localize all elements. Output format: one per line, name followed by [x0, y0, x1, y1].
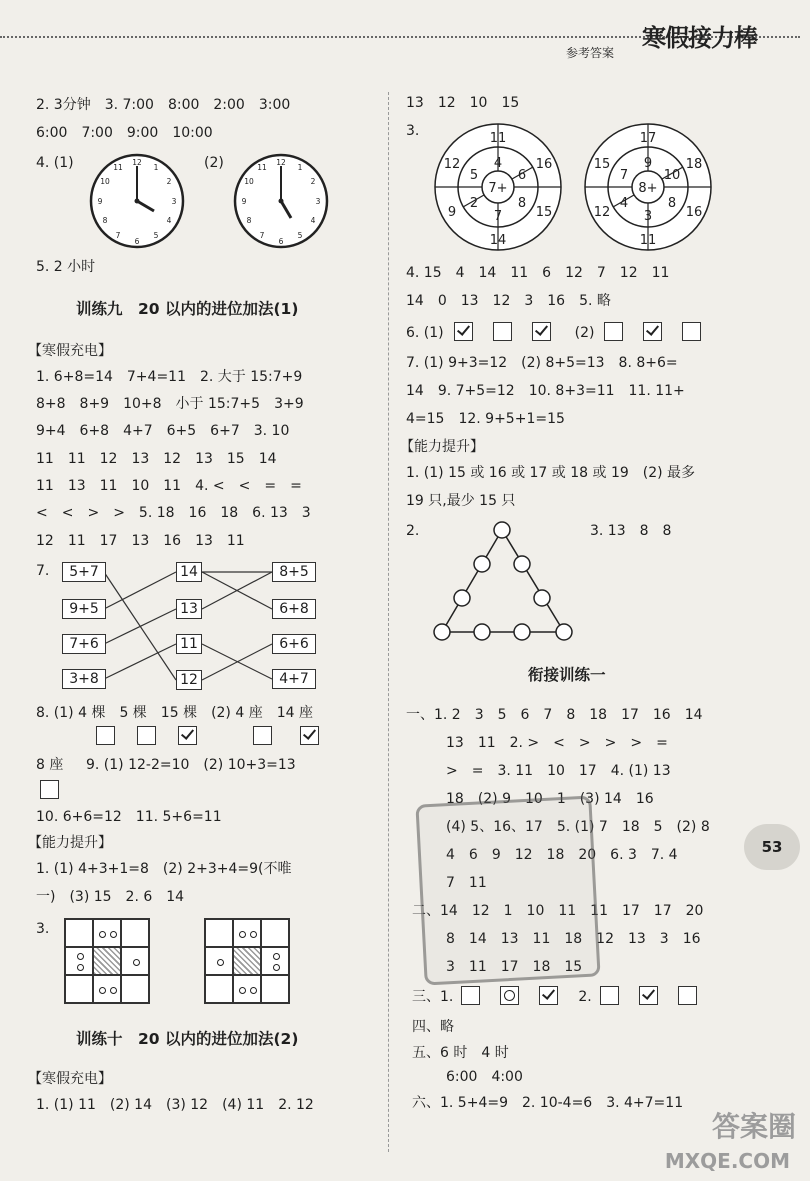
wheel-outer: 12	[593, 205, 611, 220]
wheel-inner: 6	[517, 168, 527, 183]
svg-text:7: 7	[115, 231, 121, 240]
wheel-outer: 15	[593, 157, 611, 172]
svg-text:4: 4	[166, 216, 172, 225]
ink-stamp-mark	[415, 796, 600, 986]
bridge-section-4: 四、略	[412, 1019, 454, 1035]
match-right-2: 6+8	[272, 599, 316, 619]
ability-question-3-label: 3.	[36, 921, 50, 937]
answer-box	[40, 780, 59, 799]
section-tag-ability: 【能力提升】	[28, 835, 112, 851]
wheel-inner: 10	[663, 168, 681, 183]
match-mid-4: 12	[176, 670, 202, 690]
question-10-line: 10. 6+6=12 11. 5+6=11	[36, 809, 222, 825]
checked-answer-box	[300, 726, 319, 745]
brand-logo: 寒假接力棒	[642, 24, 757, 52]
clock-label-2: (2)	[204, 155, 224, 171]
bridge-line-8: 二、14 12 1 10 11 11 17 17 20	[412, 903, 704, 919]
answer-box	[96, 726, 115, 745]
answer-line-6: < < > > 5. 18 16 18 6. 13 3	[36, 505, 311, 521]
question-8-extra-box	[40, 780, 59, 799]
right-ability-q3-line: 3. 13 8 8	[590, 523, 672, 539]
wheel-inner: 3	[643, 209, 653, 224]
bridge-line-6: 4 6 9 12 18 20 6. 3 7. 4	[446, 847, 678, 863]
training-10-line-1: 1. (1) 11 (2) 14 (3) 12 (4) 11 2. 12	[36, 1097, 314, 1113]
svg-text:7: 7	[259, 231, 265, 240]
question-8-line: 8. (1) 4 棵 5 棵 15 棵 (2) 4 座 14 座	[36, 705, 313, 721]
bridge-section-5-times: 6:00 4:00	[446, 1069, 523, 1085]
svg-text:5: 5	[153, 231, 159, 240]
answer-box	[493, 322, 512, 341]
q6-part1-label: 6. (1)	[406, 325, 444, 341]
right-line-8: 14 9. 7+5=12 10. 8+3=11 11. 11+	[406, 383, 685, 399]
wheel-outer: 16	[685, 205, 703, 220]
section-title-training-10: 训练十 20 以内的进位加法(2)	[76, 1030, 299, 1048]
triangle-circle-figure	[428, 516, 578, 646]
section-tag-charge-2: 【寒假充电】	[28, 1071, 112, 1087]
checked-answer-box	[643, 322, 662, 341]
left-line-5: 5. 2 小时	[36, 259, 96, 275]
wheel-outer: 14	[489, 233, 507, 248]
bridge-3-part2-label: 2.	[578, 989, 592, 1005]
svg-text:1: 1	[153, 163, 159, 172]
svg-text:9: 9	[97, 197, 103, 206]
svg-text:3: 3	[315, 197, 321, 206]
wheel-outer: 11	[639, 233, 657, 248]
clock-label-1: 4. (1)	[36, 155, 74, 171]
bridge-line-7: 7 11	[446, 875, 487, 891]
wheel-inner: 8	[667, 196, 677, 211]
svg-text:10: 10	[244, 177, 254, 186]
answer-box	[604, 322, 623, 341]
svg-text:5: 5	[297, 231, 303, 240]
checked-answer-box	[532, 322, 551, 341]
match-left-2: 9+5	[62, 599, 106, 619]
wheel-inner: 5	[469, 168, 479, 183]
wheel-center: 7+	[488, 181, 508, 196]
question-8-end: 8 座	[36, 757, 64, 773]
bridge-line-10: 3 11 17 18 15	[446, 959, 583, 975]
wheel-inner: 7	[619, 168, 629, 183]
question-8-boxes	[96, 726, 325, 745]
checked-answer-box	[639, 986, 658, 1005]
answer-box	[137, 726, 156, 745]
svg-text:2: 2	[166, 177, 172, 186]
clock-5-oclock	[232, 152, 330, 250]
svg-text:9: 9	[241, 197, 247, 206]
checked-answer-box	[178, 726, 197, 745]
header-label: 参考答案	[566, 46, 615, 60]
bridge-section-5: 五、6 时 4 时	[412, 1045, 509, 1061]
question-7-label: 7.	[36, 563, 50, 579]
svg-text:12: 12	[276, 158, 286, 167]
wheel-outer: 15	[535, 205, 553, 220]
wheel-inner: 4	[619, 196, 629, 211]
circled-answer-box	[500, 986, 519, 1005]
match-mid-3: 11	[176, 634, 202, 654]
right-ability-line-1: 1. (1) 15 或 16 或 17 或 18 或 19 (2) 最多	[406, 465, 696, 481]
answer-box	[600, 986, 619, 1005]
svg-text:6: 6	[134, 237, 140, 246]
match-right-4: 4+7	[272, 669, 316, 689]
wheel-inner: 9	[643, 156, 653, 171]
wheel-inner: 4	[493, 156, 503, 171]
match-left-4: 3+8	[62, 669, 106, 689]
left-line-1: 2. 3分钟 3. 7:00 8:00 2:00 3:00	[36, 97, 291, 113]
left-line-2: 6:00 7:00 9:00 10:00	[36, 125, 213, 141]
wheel-outer: 18	[685, 157, 703, 172]
question-9-line: 9. (1) 12-2=10 (2) 10+3=13	[86, 757, 296, 773]
answer-box	[253, 726, 272, 745]
svg-text:4: 4	[310, 216, 316, 225]
right-ability-q2-label: 2.	[406, 523, 420, 539]
wheel-outer: 11	[489, 131, 507, 146]
bridge-line-2: 13 11 2. > < > > > =	[446, 735, 668, 751]
grid-figure-2	[204, 918, 290, 1004]
answer-box	[682, 322, 701, 341]
watermark-url: MXQE.COM	[664, 1149, 790, 1173]
bridge-3-part1-label: 三、1.	[412, 989, 454, 1005]
right-ability-line-2: 19 只,最少 15 只	[406, 493, 516, 509]
q6-part2-label: (2)	[574, 325, 595, 341]
right-question-3-label: 3.	[406, 123, 420, 139]
page-number: 53	[744, 824, 800, 870]
bridge-line-4: 18 (2) 9 10 1 (3) 14 16	[446, 791, 654, 807]
answer-line-5: 11 13 11 10 11 4. < < = =	[36, 478, 302, 494]
match-mid-2: 13	[176, 599, 202, 619]
svg-text:11: 11	[113, 163, 123, 172]
svg-text:12: 12	[132, 158, 142, 167]
answer-line-2: 8+8 8+9 10+8 小于 15:7+5 3+9	[36, 396, 304, 412]
bridge-section-6: 六、1. 5+4=9 2. 10-4=6 3. 4+7=11	[412, 1095, 684, 1111]
right-line-5: 14 0 13 12 3 16 5. 略	[406, 293, 611, 309]
bridge-line-5: (4) 5、16、17 5. (1) 7 18 5 (2) 8	[446, 819, 710, 835]
right-question-6	[406, 322, 707, 342]
match-right-1: 8+5	[272, 562, 316, 582]
wheel-outer: 9	[447, 205, 457, 220]
section-tag-charge: 【寒假充电】	[28, 343, 112, 359]
match-mid-1: 14	[176, 562, 202, 582]
section-title-bridge-1: 衔接训练一	[528, 666, 606, 684]
wheel-outer: 12	[443, 157, 461, 172]
answer-line-7: 12 11 17 13 16 13 11	[36, 533, 245, 549]
svg-text:11: 11	[257, 163, 267, 172]
answer-line-4: 11 11 12 13 12 13 15 14	[36, 451, 277, 467]
bridge-section-3	[412, 986, 703, 1006]
right-line-7: 7. (1) 9+3=12 (2) 8+5=13 8. 8+6=	[406, 355, 678, 371]
svg-text:10: 10	[100, 177, 110, 186]
answer-line-3: 9+4 6+8 4+7 6+5 6+7 3. 10	[36, 423, 290, 439]
right-line-4: 4. 15 4 14 11 6 12 7 12 11	[406, 265, 670, 281]
section-title-training-9: 训练九 20 以内的进位加法(1)	[76, 300, 299, 318]
bridge-line-9: 8 14 13 11 18 12 13 3 16	[446, 931, 701, 947]
match-left-3: 7+6	[62, 634, 106, 654]
svg-text:1: 1	[297, 163, 303, 172]
svg-text:2: 2	[310, 177, 316, 186]
wheel-inner: 2	[469, 196, 479, 211]
svg-text:8: 8	[102, 216, 108, 225]
ability-line-2: 一) (3) 15 2. 6 14	[36, 889, 185, 905]
wheel-inner: 8	[517, 196, 527, 211]
match-right-3: 6+6	[272, 634, 316, 654]
grid-figure-1	[64, 918, 150, 1004]
wheel-outer: 16	[535, 157, 553, 172]
wheel-center: 8+	[638, 181, 658, 196]
checked-answer-box	[454, 322, 473, 341]
bridge-line-1: 一、1. 2 3 5 6 7 8 18 17 16 14	[406, 707, 703, 723]
checked-answer-box	[539, 986, 558, 1005]
right-line-9: 4=15 12. 9+5+1=15	[406, 411, 565, 427]
right-section-tag-ability: 【能力提升】	[400, 439, 484, 455]
match-left-1: 5+7	[62, 562, 106, 582]
answer-line-1: 1. 6+8=14 7+4=11 2. 大于 15:7+9	[36, 369, 303, 385]
addition-wheel-8	[580, 122, 716, 252]
wheel-outer: 17	[639, 131, 657, 146]
ability-line-1: 1. (1) 4+3+1=8 (2) 2+3+4=9(不唯	[36, 861, 292, 877]
answer-box	[678, 986, 697, 1005]
svg-text:8: 8	[246, 216, 252, 225]
svg-text:3: 3	[171, 197, 177, 206]
bridge-line-3: > = 3. 11 10 17 4. (1) 13	[446, 763, 671, 779]
right-line-1: 13 12 10 15	[406, 95, 520, 111]
svg-text:6: 6	[278, 237, 284, 246]
column-divider	[388, 92, 389, 1152]
clock-4-oclock	[88, 152, 186, 250]
watermark-text: 答案圈	[711, 1110, 796, 1143]
answer-box	[461, 986, 480, 1005]
addition-wheel-7	[430, 122, 566, 252]
wheel-inner: 7	[493, 209, 503, 224]
